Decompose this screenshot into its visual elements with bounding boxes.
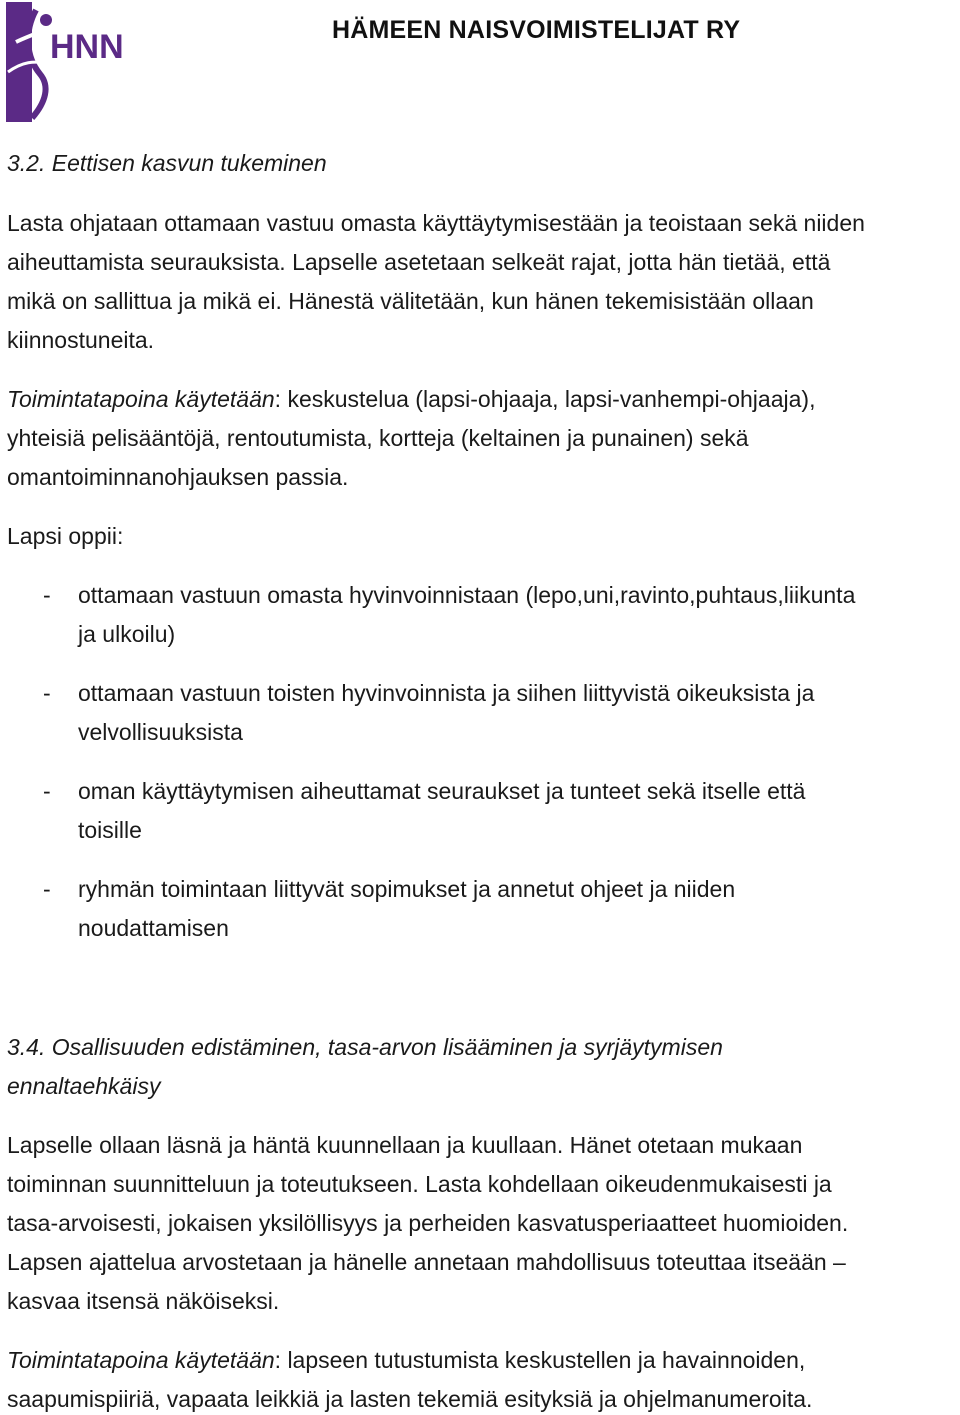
paragraph-line: tasa-arvoisesti, jokaisen yksilöllisyys ja perheiden kasvatusperiaatteet huomioiden. — [7, 1210, 849, 1236]
methods-line: saapumispiiriä, vapaata leikkiä ja lasten tekemiä esityksiä ja ohjelmanumeroita. — [7, 1386, 813, 1412]
bullet-dash: - — [43, 680, 51, 706]
paragraph-line: mikä on sallittua ja mikä ei. Hänestä välitetään, kun hänen tekemisistään ollaan — [7, 288, 814, 314]
paragraph-line: Lapsen ajattelua arvostetaan ja hänelle annetaan mahdollisuus toteuttaa itseään – — [7, 1249, 846, 1275]
paragraph-line: aiheuttamista seurauksista. Lapselle asetetaan selkeät rajat, jotta hän tietää, että — [7, 249, 831, 275]
methods-line — [7, 384, 815, 414]
methods-label: Toimintatapoina käytetään — [7, 1347, 275, 1373]
bullet-line: velvollisuuksista — [78, 719, 243, 745]
bullet-line: oman käyttäytymisen aiheuttamat seuraukset ja tunteet sekä itselle että — [78, 778, 806, 804]
bullet-line: ottamaan vastuun omasta hyvinvoinnistaan (lepo,uni,ravinto,puhtaus,liikunta — [78, 582, 856, 608]
hnn-logo — [6, 2, 124, 122]
section-heading-3-4-cont: ennaltaehkäisy — [7, 1073, 161, 1099]
bullet-line: toisille — [78, 817, 142, 843]
bullet-line: ottamaan vastuun toisten hyvinvoinnista ja siihen liittyvistä oikeuksista ja — [78, 680, 815, 706]
bullet-dash: - — [43, 582, 51, 608]
paragraph-line: Lapselle ollaan läsnä ja häntä kuunnellaan ja kuullaan. Hänet otetaan mukaan — [7, 1132, 803, 1158]
section-heading-3-4: 3.4. Osallisuuden edistäminen, tasa-arvon lisääminen ja syrjäytymisen — [7, 1034, 723, 1060]
methods-text: : lapseen tutustumista keskustellen ja havainnoiden, — [274, 1347, 806, 1373]
section-heading-3-2: 3.2. Eettisen kasvun tukeminen — [7, 150, 327, 176]
paragraph-line: toiminnan suunnitteluun ja toteutukseen. Lasta kohdellaan oikeudenmukaisesti ja — [7, 1171, 832, 1197]
methods-label: Toimintatapoina käytetään — [7, 386, 275, 412]
bullet-line: ja ulkoilu) — [78, 621, 176, 647]
logo-text: HNN — [50, 28, 124, 66]
methods-line — [7, 1345, 805, 1375]
learns-label: Lapsi oppii: — [7, 523, 124, 549]
bullet-line: noudattamisen — [78, 915, 229, 941]
paragraph-line: kiinnostuneita. — [7, 327, 155, 353]
bullet-line: ryhmän toimintaan liittyvät sopimukset ja annetut ohjeet ja niiden — [78, 876, 736, 902]
paragraph-line: kasvaa itsensä näköiseksi. — [7, 1288, 280, 1314]
methods-text: : keskustelua (lapsi-ohjaaja, lapsi-vanhempi-ohjaaja), — [274, 386, 816, 412]
bullet-dash: - — [43, 778, 51, 804]
bullet-dash: - — [43, 876, 51, 902]
methods-line: yhteisiä pelisääntöjä, rentoutumista, kortteja (keltainen ja punainen) sekä — [7, 425, 749, 451]
organization-name: HÄMEEN NAISVOIMISTELIJAT RY — [332, 16, 741, 44]
methods-line: omantoiminnanohjauksen passia. — [7, 464, 349, 490]
paragraph-line: Lasta ohjataan ottamaan vastuu omasta käyttäytymisestään ja teoistaan sekä niiden — [7, 210, 865, 236]
